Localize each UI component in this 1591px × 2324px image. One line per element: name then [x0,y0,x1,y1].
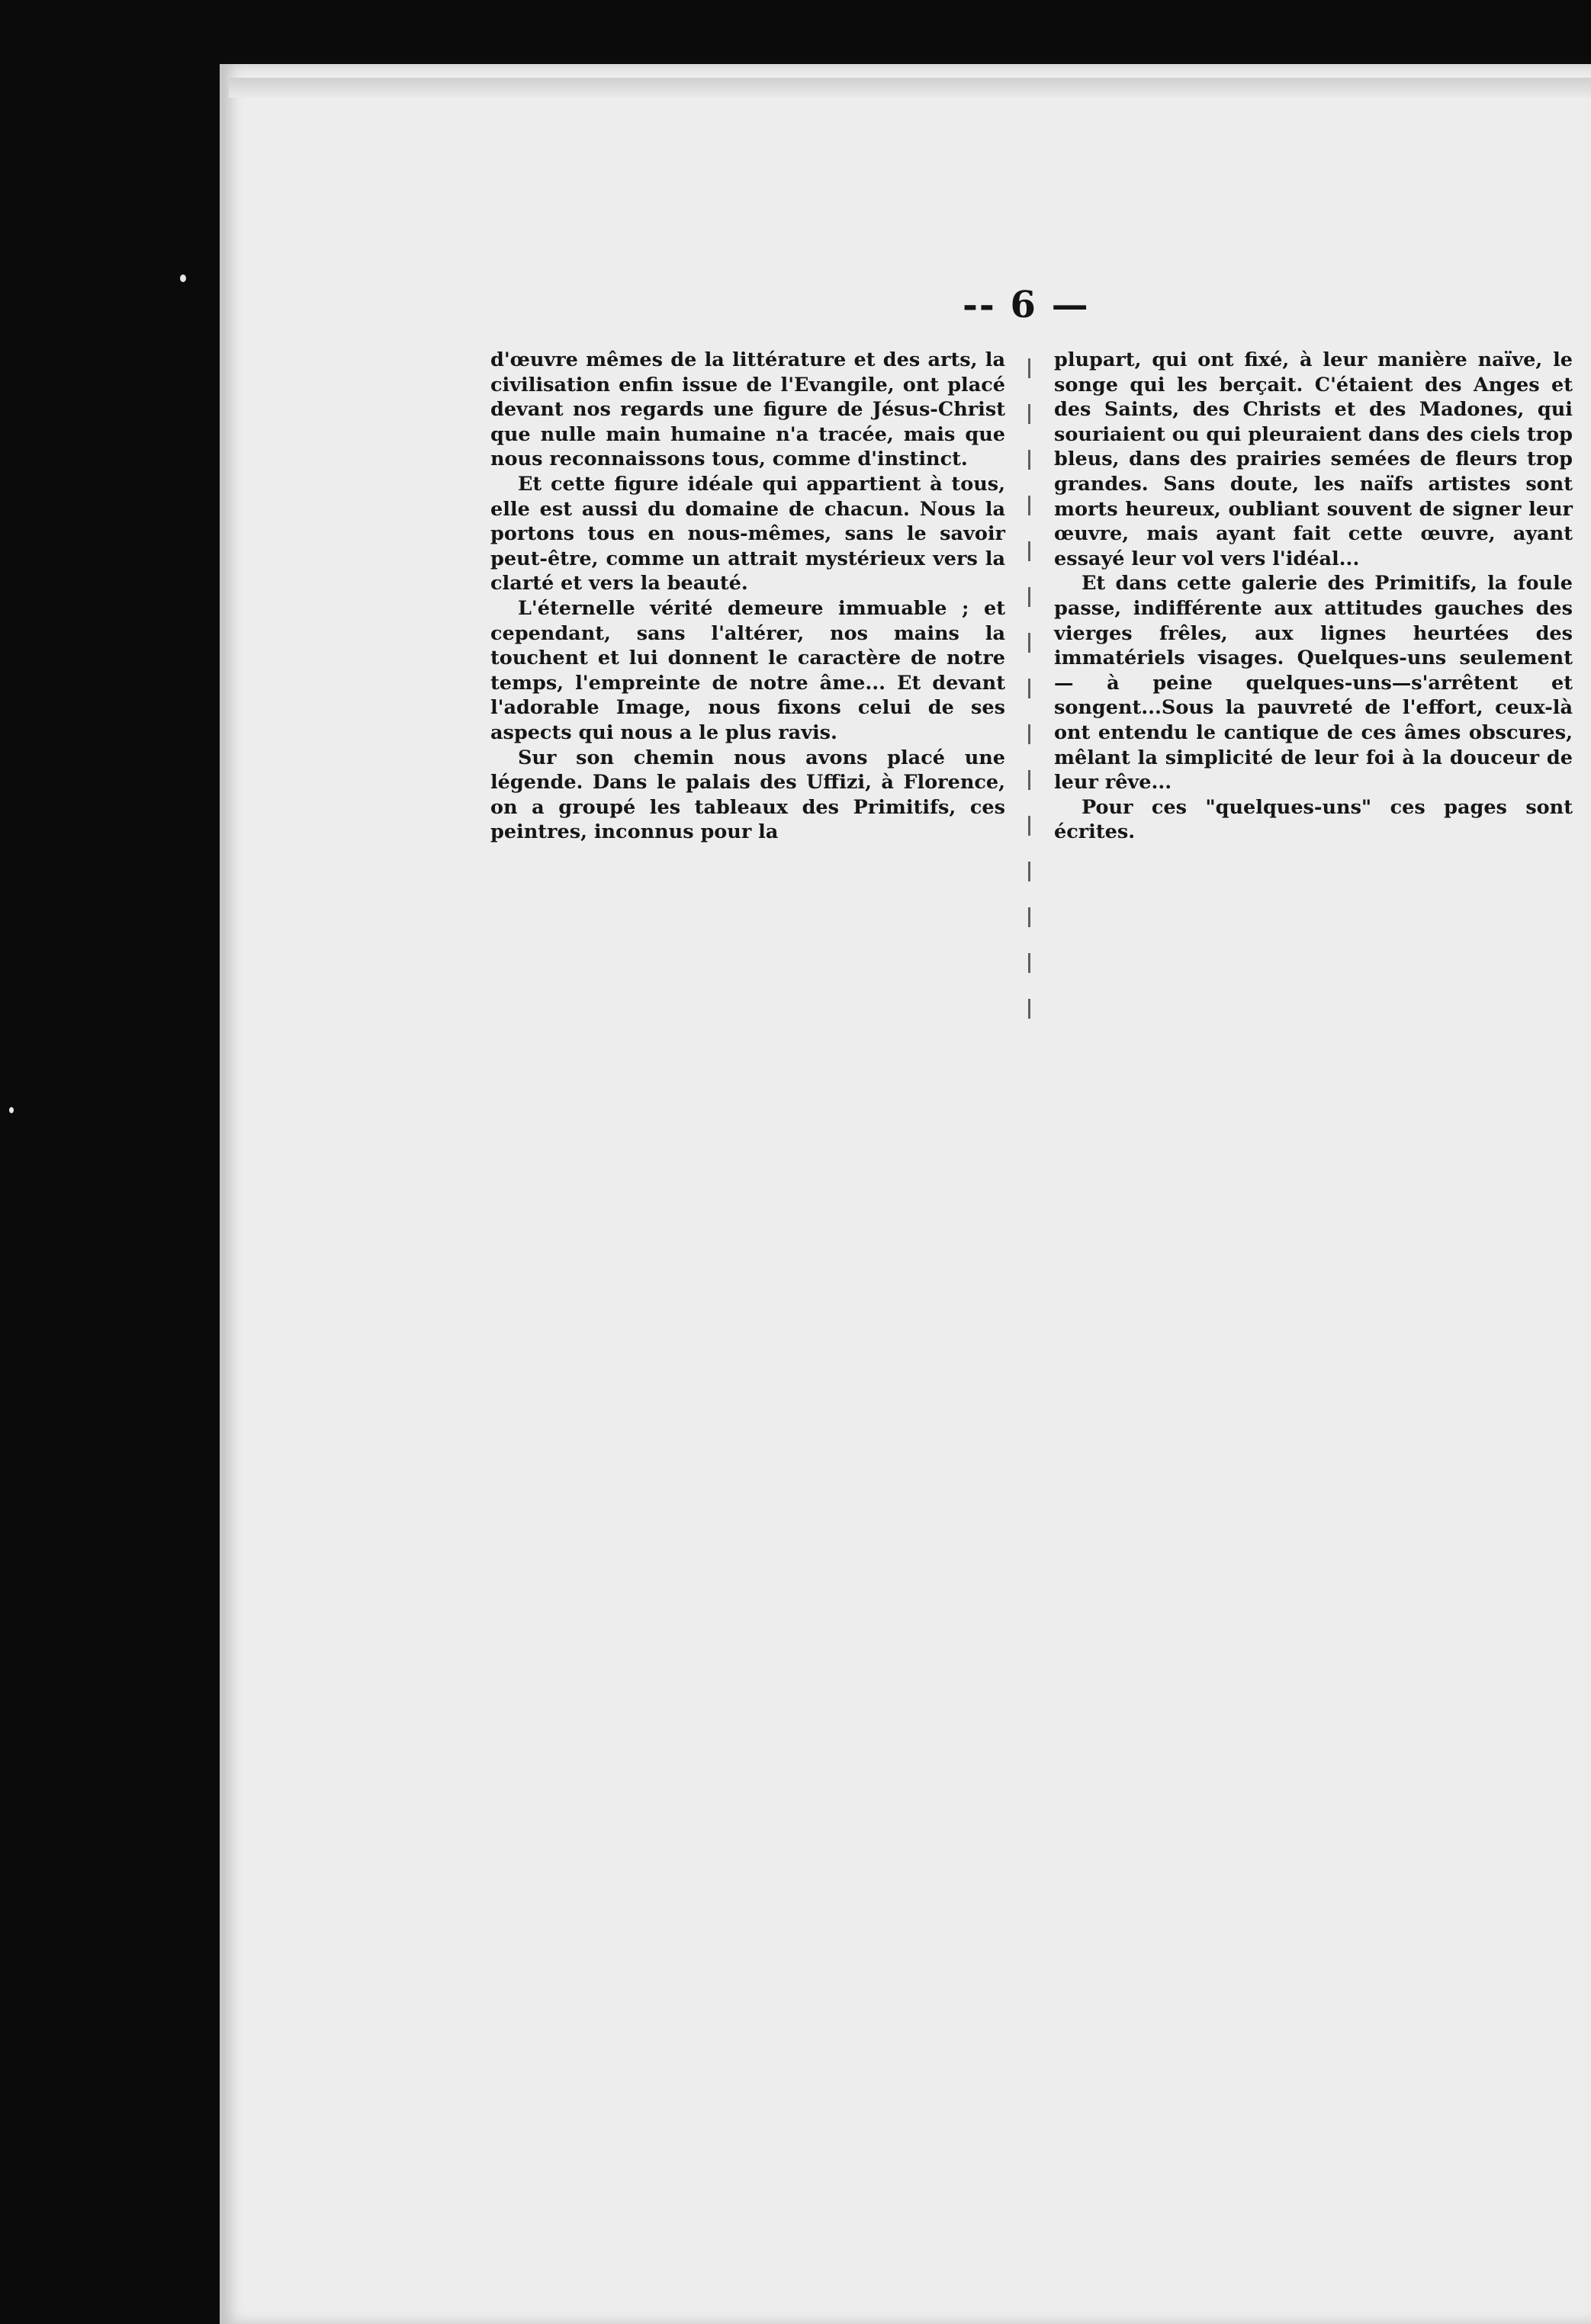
paragraph: Et dans cette galerie des Primitifs, la foule passe, indifférente aux attitudes gauches des vierges frêles, aux lignes heurtées des immatériels visages. Quelques-uns seulement— à peine quelques-uns—s'arrêtent et songent...Sous la pauvreté de l'effort, ceux-là ont entendu le cantique de ces âmes obscures, mêlant la simplicité de leur foi à la douceur de leur rêve... [1054,572,1573,794]
text-column-left [490,348,1005,845]
page-number: -- 6 — [963,284,1090,326]
paragraph: d'œuvre mêmes de la littérature et des arts, la civilisation enfin issue de l'Evangile, ont placé devant nos regards une figure de Jésus-Christ que nulle main humaine n'a tracée, mais que nous reconnaissons tous, comme d'instinct. [490,348,1005,471]
paragraph: plupart, qui ont fixé, à leur manière naïve, le songe qui les berçait. C'étaient des Anges et des Saints, des Christs et des Madones, qui souriaient ou qui pleuraient dans des ciels trop bleus, dans des prairies semées de fleurs trop grandes. Sans doute, les naïfs artistes sont morts heureux, oubliant souvent de signer leur œuvre, mais ayant fait cette œuvre, ayant essayé leur vol vers l'idéal... [1054,348,1573,570]
paragraph: Sur son chemin nous avons placé une légende. Dans le palais des Uffizi, à Florence, on a groupé les tableaux des Primitifs, ces peintres, inconnus pour la [490,746,1005,844]
paragraph: Et cette figure idéale qui appartient à tous, elle est aussi du domaine de chacun. Nous la portons tous en nous-mêmes, sans le savoir peut-être, comme un attrait mystérieux vers la clarté et vers la beauté. [490,472,1005,595]
dust-speck [180,274,186,282]
column-divider [1028,358,1030,1025]
text-column-right [1054,348,1573,845]
paper-sheet-edge [229,78,1591,98]
paragraph: L'éternelle vérité demeure immuable ; et cependant, sans l'altérer, nos mains la touchent et lui donnent le caractère de notre temps, l'empreinte de notre âme... Et devant l'adorable Image, nous fixons celui de ses aspects qui nous a le plus ravis. [490,596,1005,744]
dust-speck [9,1107,14,1113]
paragraph: Pour ces "quelques-uns" ces pages sont écrites. [1054,795,1573,844]
